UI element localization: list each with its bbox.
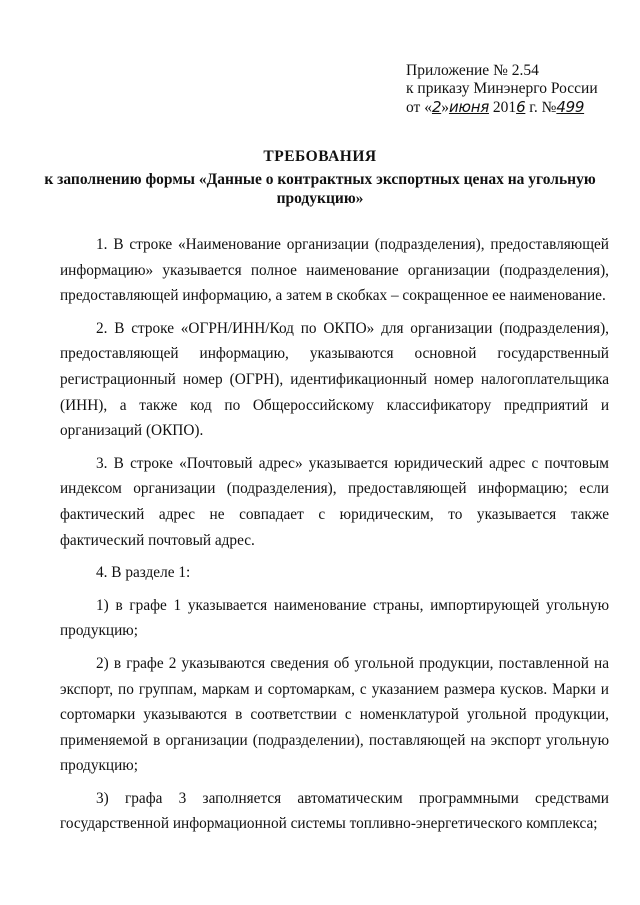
date-quote: » — [441, 99, 449, 116]
annex-order-ref: к приказу Минэнерго России — [406, 80, 598, 97]
order-number-handwritten: 499 — [556, 98, 585, 116]
title-main: ТРЕБОВАНИЯ — [263, 148, 377, 165]
annex-number: Приложение № 2.54 — [406, 62, 539, 79]
annex-header — [406, 62, 606, 117]
annex-date-line — [406, 98, 606, 117]
date-day-handwritten: 2 — [431, 98, 442, 116]
requirements-body — [60, 232, 609, 844]
paragraph-3: 3. В строке «Почтовый адрес» указывается юридический адрес с почтовым индексом организации (подразделения), предоставляющей информацию; если фактический адрес не совпадает с юридическим, то указывается также фактический почтовый адрес. — [60, 454, 609, 549]
date-month-handwritten: июня — [448, 98, 489, 116]
document-title — [40, 147, 600, 208]
paragraph-4: 4. В разделе 1: — [96, 564, 191, 582]
date-year-digit-handwritten: 6 — [516, 98, 526, 116]
title-subtitle: к заполнению формы «Данные о контрактных экспортных ценах на угольную продукцию» — [44, 171, 596, 207]
paragraph-1: 1. В строке «Наименование организации (подразделения), предоставляющей информацию» указывается полное наименование организации (подразделения), предоставляющей информацию, а затем в скобках – сокращенное ее наименование. — [60, 236, 609, 305]
paragraph-4-2: 2) в графе 2 указываются сведения об угольной продукции, поставленной на экспорт, по группам, маркам и сортомаркам, с указанием размера кусков. Марки и сортомарки указываются в соответствии с номенклатурой угольной продукции, применяемой в организации (подразделении), поставляющей на экспорт угольную продукцию; — [60, 654, 609, 775]
paragraph-4-1: 1) в графе 1 указывается наименование страны, импортирующей угольную продукцию; — [60, 596, 609, 640]
date-number-label: г. № — [525, 99, 557, 116]
paragraph-2: 2. В строке «ОГРН/ИНН/Код по ОКПО» для организации (подразделения), предоставляющей информацию, указываются основной государственный регистрационный номер (ОГРН), идентификационный номер налогоплательщика (ИНН), а также код по Общероссийскому классификатору предприятий и организаций (ОКПО). — [60, 319, 609, 440]
paragraph-4-3: 3) графа 3 заполняется автоматическим программными средствами государственной информационной системы топливно-энергетического комплекса; — [60, 789, 609, 833]
date-year-prefix: 201 — [488, 99, 517, 116]
date-prefix: от « — [406, 99, 432, 116]
